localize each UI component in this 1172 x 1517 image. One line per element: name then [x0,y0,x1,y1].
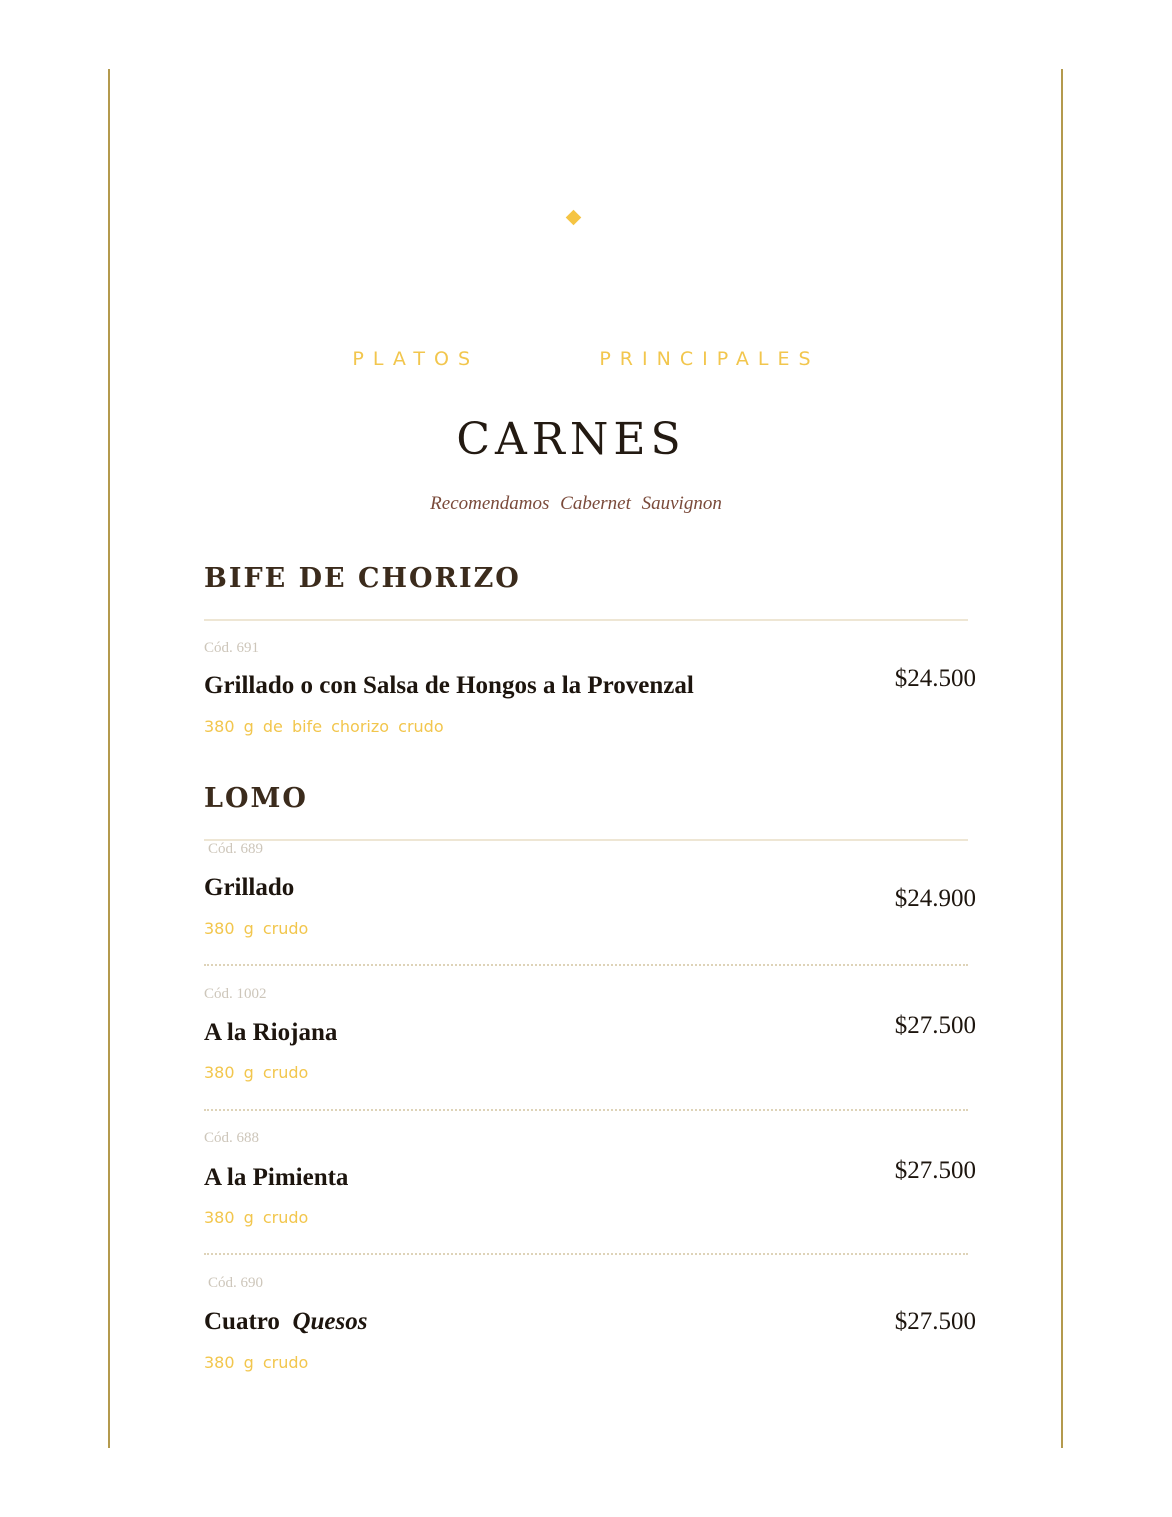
item-name: Grillado [204,874,295,901]
item-name: Grillado o con Salsa de Hongos a la Provenzal [204,672,694,699]
item-name: A la Riojana [204,1019,338,1046]
item-code: Cód. 689 [208,841,264,857]
section-divider [204,839,968,841]
right-border-rule [1061,69,1063,1448]
left-border-rule [108,69,110,1448]
item-price: $27.500 [894,1157,976,1184]
item-price: $27.500 [894,1012,976,1039]
item-code: Cód. 690 [208,1275,264,1291]
section-heading-bife-de-chorizo: BIFE DE CHORIZO [204,563,521,594]
item-code: Cód. 1002 [204,986,267,1002]
item-description: 380 g crudo [204,919,309,938]
item-description: 380 g crudo [204,1353,309,1372]
item-divider [204,964,968,966]
item-price: $24.500 [894,665,976,692]
item-price: $24.900 [894,885,976,912]
item-name [204,1308,367,1336]
diamond-ornament-icon [566,210,582,226]
wine-recommendation: Recomendamos Cabernet Sauvignon [430,493,722,514]
menu-kicker: PLATOS PRINCIPALES [352,348,820,370]
item-price: $27.500 [894,1308,976,1335]
item-name-part: Quesos [292,1308,368,1335]
item-divider [204,1109,968,1111]
item-description: 380 g crudo [204,1063,309,1082]
item-description: 380 g crudo [204,1208,309,1227]
item-name: A la Pimienta [204,1164,349,1191]
item-code: Cód. 688 [204,1130,260,1146]
item-name-part: Cuatro [204,1308,280,1335]
item-description: 380 g de bife chorizo crudo [204,717,444,736]
page-title: CARNES [456,414,686,465]
section-heading-lomo: LOMO [204,783,308,814]
item-code: Cód. 691 [204,640,260,656]
section-divider [204,619,968,621]
item-divider [204,1253,968,1255]
